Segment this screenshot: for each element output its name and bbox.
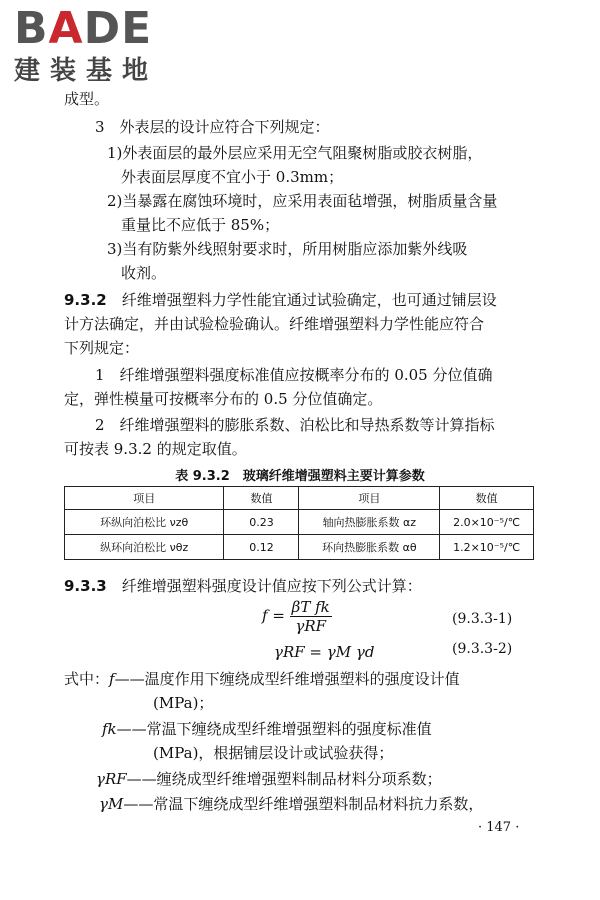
definition-text: ——缠绕成型纤维增强塑料制品材料分项系数；	[126, 770, 442, 788]
definition-f	[64, 668, 460, 690]
definition-symbol: fk	[102, 720, 117, 738]
sub-item-3: 3)当有防紫外线照射要求时，所用树脂应添加紫外线吸	[107, 240, 468, 258]
sub-item-2: 2)当暴露在腐蚀环境时，应采用表面毡增强，树脂质量含量	[107, 192, 498, 210]
sub-item-1-cont: 外表面层厚度不宜小于 0.3mm；	[121, 168, 344, 186]
definition-symbol: γM	[99, 795, 124, 813]
paragraph-line: 计方法确定，并由试验检验确认。纤维增强塑料力学性能应符合	[64, 315, 485, 333]
fraction-denominator: γRF	[295, 617, 327, 635]
logo-letter-b: B	[14, 3, 49, 54]
column-header: 项目	[299, 487, 440, 510]
table-cell: 环向热膨胀系数 αθ	[299, 535, 440, 560]
paragraph-line: 1 纤维增强塑料强度标准值应按概率分布的 0.05 分位值确	[95, 366, 493, 384]
brand-logo	[14, 4, 152, 54]
brand-subtitle: 建装基地	[14, 56, 159, 86]
sub-item-2-cont: 重量比不应低于 85%；	[121, 216, 280, 234]
clause-9-3-2	[64, 289, 497, 311]
definition-symbol: γRF	[96, 770, 127, 788]
equation-1	[262, 598, 332, 635]
page-number: · 147 ·	[478, 820, 520, 835]
definition-text: ——温度作用下缠绕成型纤维增强塑料的强度设计值	[114, 670, 460, 688]
definition-gamma-m	[99, 793, 483, 815]
sub-item-3-cont: 收剂。	[121, 264, 167, 282]
table-cell: 2.0×10⁻⁵/℃	[440, 510, 534, 535]
equation-2: γRF = γM γd	[274, 643, 375, 661]
fraction-numerator: βT fk	[291, 598, 330, 616]
column-header: 数值	[440, 487, 534, 510]
table-cell: 环纵向泊松比 νzθ	[65, 510, 224, 535]
table-row	[65, 535, 534, 560]
equation-lhs: f =	[262, 606, 285, 625]
table-cell: 轴向热膨胀系数 αz	[299, 510, 440, 535]
definition-prefix: 式中：	[64, 670, 110, 688]
table-cell: 0.23	[224, 510, 299, 535]
definition-gamma-rf	[96, 768, 442, 790]
paragraph-line: 下列规定：	[64, 339, 140, 357]
definition-f-cont: (MPa)；	[153, 694, 214, 712]
equation-number: (9.3.3-1)	[452, 611, 513, 627]
paragraph-line: 2 纤维增强塑料的膨胀系数、泊松比和导热系数等计算指标	[95, 416, 495, 434]
parameter-table	[64, 486, 534, 560]
paragraph-line: 可按表 9.3.2 的规定取值。	[64, 440, 247, 458]
definition-fk-cont: (MPa)，根据铺层设计或试验获得；	[153, 744, 394, 762]
clause-text: 纤维增强塑料力学性能宜通过试验确定，也可通过铺层设	[121, 291, 497, 309]
definition-text: ——常温下缠绕成型纤维增强塑料的强度标准值	[116, 720, 432, 738]
logo-letters-de: DE	[83, 3, 153, 54]
clause-9-3-3	[64, 575, 422, 597]
definition-fk	[102, 718, 432, 740]
table-row	[65, 510, 534, 535]
equation-number: (9.3.3-2)	[452, 641, 513, 657]
clause-number: 9.3.2	[64, 291, 107, 309]
column-header: 数值	[224, 487, 299, 510]
definition-text: ——常温下缠绕成型纤维增强塑料制品材料抗力系数，	[123, 795, 484, 813]
column-header: 项目	[65, 487, 224, 510]
clause-number: 9.3.3	[64, 577, 107, 595]
definition-symbol: f	[109, 670, 115, 688]
table-caption: 表 9.3.2 玻璃纤维增强塑料主要计算参数	[175, 469, 425, 484]
table-header-row	[65, 487, 534, 510]
logo-letter-a: A	[48, 3, 84, 54]
table-cell: 0.12	[224, 535, 299, 560]
table-cell: 1.2×10⁻⁵/℃	[440, 535, 534, 560]
paragraph-line: 定，弹性模量可按概率分布的 0.5 分位值确定。	[64, 390, 383, 408]
clause-text: 纤维增强塑料强度设计值应按下列公式计算：	[121, 577, 422, 595]
equation-fraction	[290, 598, 332, 635]
paragraph-line: 成型。	[64, 90, 110, 108]
item-heading: 3 外表层的设计应符合下列规定：	[95, 118, 330, 136]
sub-item-1: 1)外表面层的最外层应采用无空气阻聚树脂或胶衣树脂，	[107, 144, 483, 162]
table-cell: 纵环向泊松比 νθz	[65, 535, 224, 560]
